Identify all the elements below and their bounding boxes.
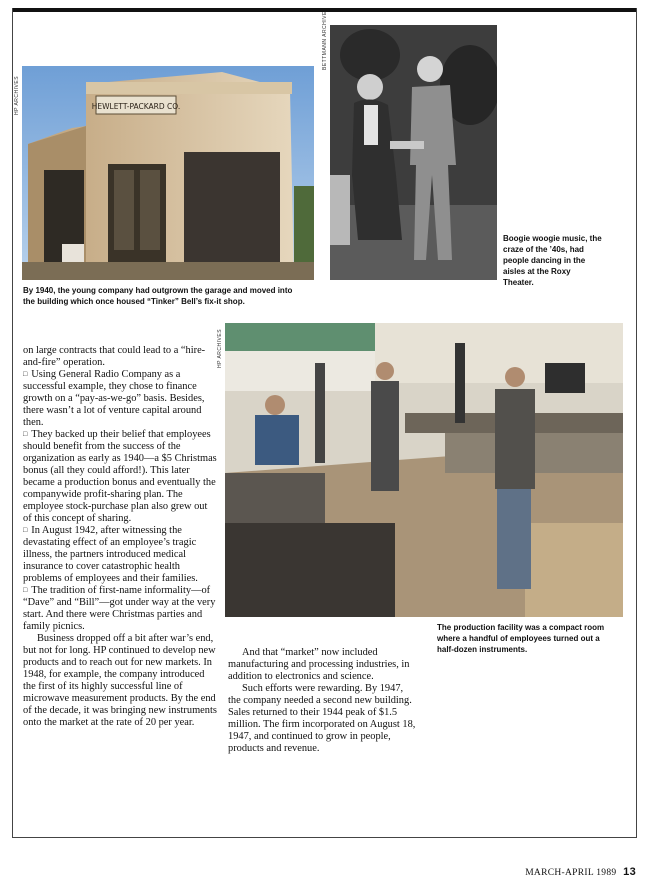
paragraph-bullet: □ Using General Radio Company as a successful example, they chose to finance growth on a “pay-as-we-go” basis. Besides, there wasn’t a lot of venture capital around then.: [23, 369, 218, 429]
paragraph-bullet: □ They backed up their belief that employees should benefit from the success of the organization as early as 1940—a $5 Christmas bonus (all they could afford!). This later became a production bonus and eventually the companywide profit-sharing plan. The employee stock-purchase plan also grew out of this concept of sharing.: [23, 429, 218, 525]
paragraph-bullet: □ The tradition of first-name informality—of “Dave” and “Bill”—got under way at the very start. And there were Christmas parties and family picnics.: [23, 585, 218, 633]
photo-credit-dancers: BETTMANN ARCHIVE: [322, 11, 328, 70]
caption-building: By 1940, the young company had outgrown the garage and moved into the building which once housed “Tinker” Bell’s fix-it shop.: [23, 286, 293, 306]
page-footer: [525, 866, 636, 878]
caption-dancers: Boogie woogie music, the craze of the ’40s, had people dancing in the aisles at the Roxy Theater.: [503, 234, 602, 287]
photo-dancers: [330, 25, 497, 280]
paragraph: Such efforts were rewarding. By 1947, the company needed a second new building. Sales returned to their 1944 peak of $1.5 million. The firm incorporated on August 18, 1947, and continued to grow in people, products and revenue.: [228, 683, 416, 754]
paragraph: And that “market” now included manufacturing and processing industries, in addition to electronics and science.: [228, 647, 410, 682]
issue-date: MARCH-APRIL 1989: [525, 868, 617, 878]
paragraph-bullet: □ In August 1942, after witnessing the devastating effect of an employee’s tragic illness, the partners introduced medical insurance to cover catastrophic health problems of employees and their families.: [23, 525, 218, 585]
photo-credit-production: HP ARCHIVES: [217, 328, 223, 368]
building-sign: HEWLETT-PACKARD CO.: [91, 102, 181, 111]
page-number: 13: [623, 866, 636, 878]
dancers-illustration: [330, 25, 497, 280]
photo-building: [22, 66, 314, 280]
text-column-left: [23, 345, 218, 729]
paragraph: on large contracts that could lead to a “hire-and-fire” operation.: [23, 345, 206, 368]
photo-credit-building: HP ARCHIVES: [14, 75, 20, 115]
paragraph: Business dropped off a bit after war’s end, but not for long. HP continued to develop new products and to reach out for new markets. In 1948, for example, the company introduced the first of its highly successful line of microwave measurement products. By the end of the decade, it was bringing new instruments onto the market at the rate of 20 per year.: [23, 633, 217, 728]
building-illustration: [22, 66, 314, 280]
photo-production: [225, 323, 623, 617]
text-column-middle: [228, 647, 418, 755]
production-illustration: [225, 323, 623, 617]
caption-production: The production facility was a compact room where a handful of employees turned out a half-dozen instruments.: [437, 623, 605, 654]
